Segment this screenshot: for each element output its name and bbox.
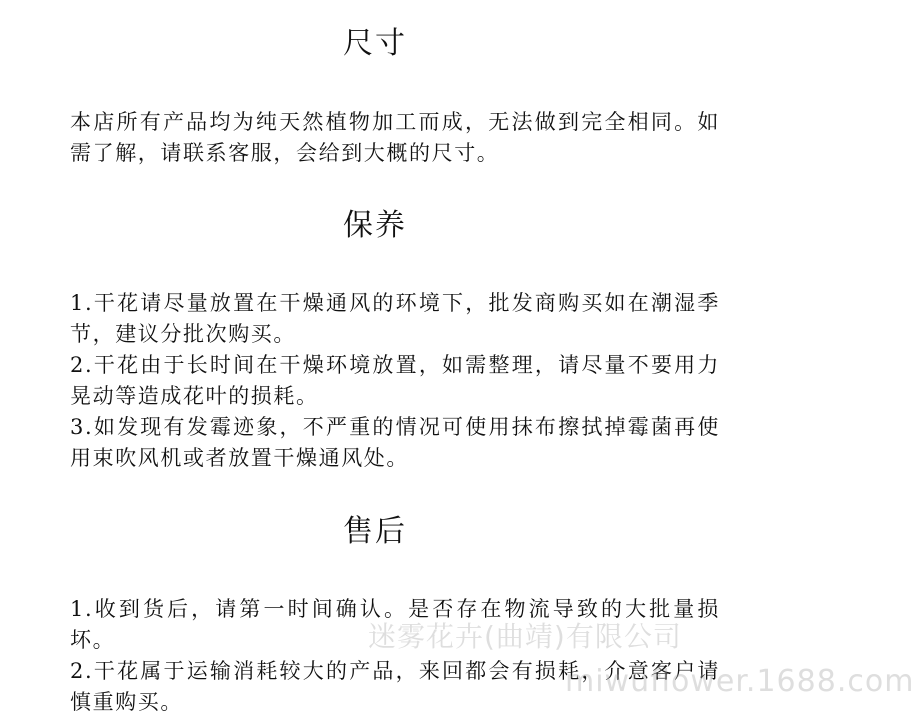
care-item-3: 3.如发现有发霉迹象，不严重的情况可使用抹布擦拭掉霉菌再使用束吹风机或者放置干燥通风处。	[70, 415, 720, 470]
section-title-size: 尺寸	[343, 26, 407, 61]
care-item-2: 2.干花由于长时间在干燥环境放置，如需整理，请尽量不要用力晃动等造成花叶的损耗。	[70, 353, 720, 408]
section-title-after-sales: 售后	[343, 514, 407, 549]
care-list	[70, 288, 720, 474]
size-paragraph: 本店所有产品均为纯天然植物加工而成，无法做到完全相同。如需了解，请联系客服，会给到大概的尺寸。	[70, 110, 720, 165]
section-title-care: 保养	[343, 208, 407, 243]
after-sales-item-1: 1.收到货后，请第一时间确认。是否存在物流导致的大批量损坏。	[70, 597, 720, 652]
watermark-company-name: 迷雾花卉(曲靖)有限公司	[368, 620, 682, 653]
after-sales-list	[70, 594, 720, 718]
watermark-site-url: miwuflower.1688.com	[565, 664, 914, 699]
after-sales-item-2: 2.干花属于运输消耗较大的产品，来回都会有损耗，介意客户请慎重购买。	[70, 659, 720, 714]
care-item-1: 1.干花请尽量放置在干燥通风的环境下，批发商购买如在潮湿季节，建议分批次购买。	[70, 291, 720, 346]
